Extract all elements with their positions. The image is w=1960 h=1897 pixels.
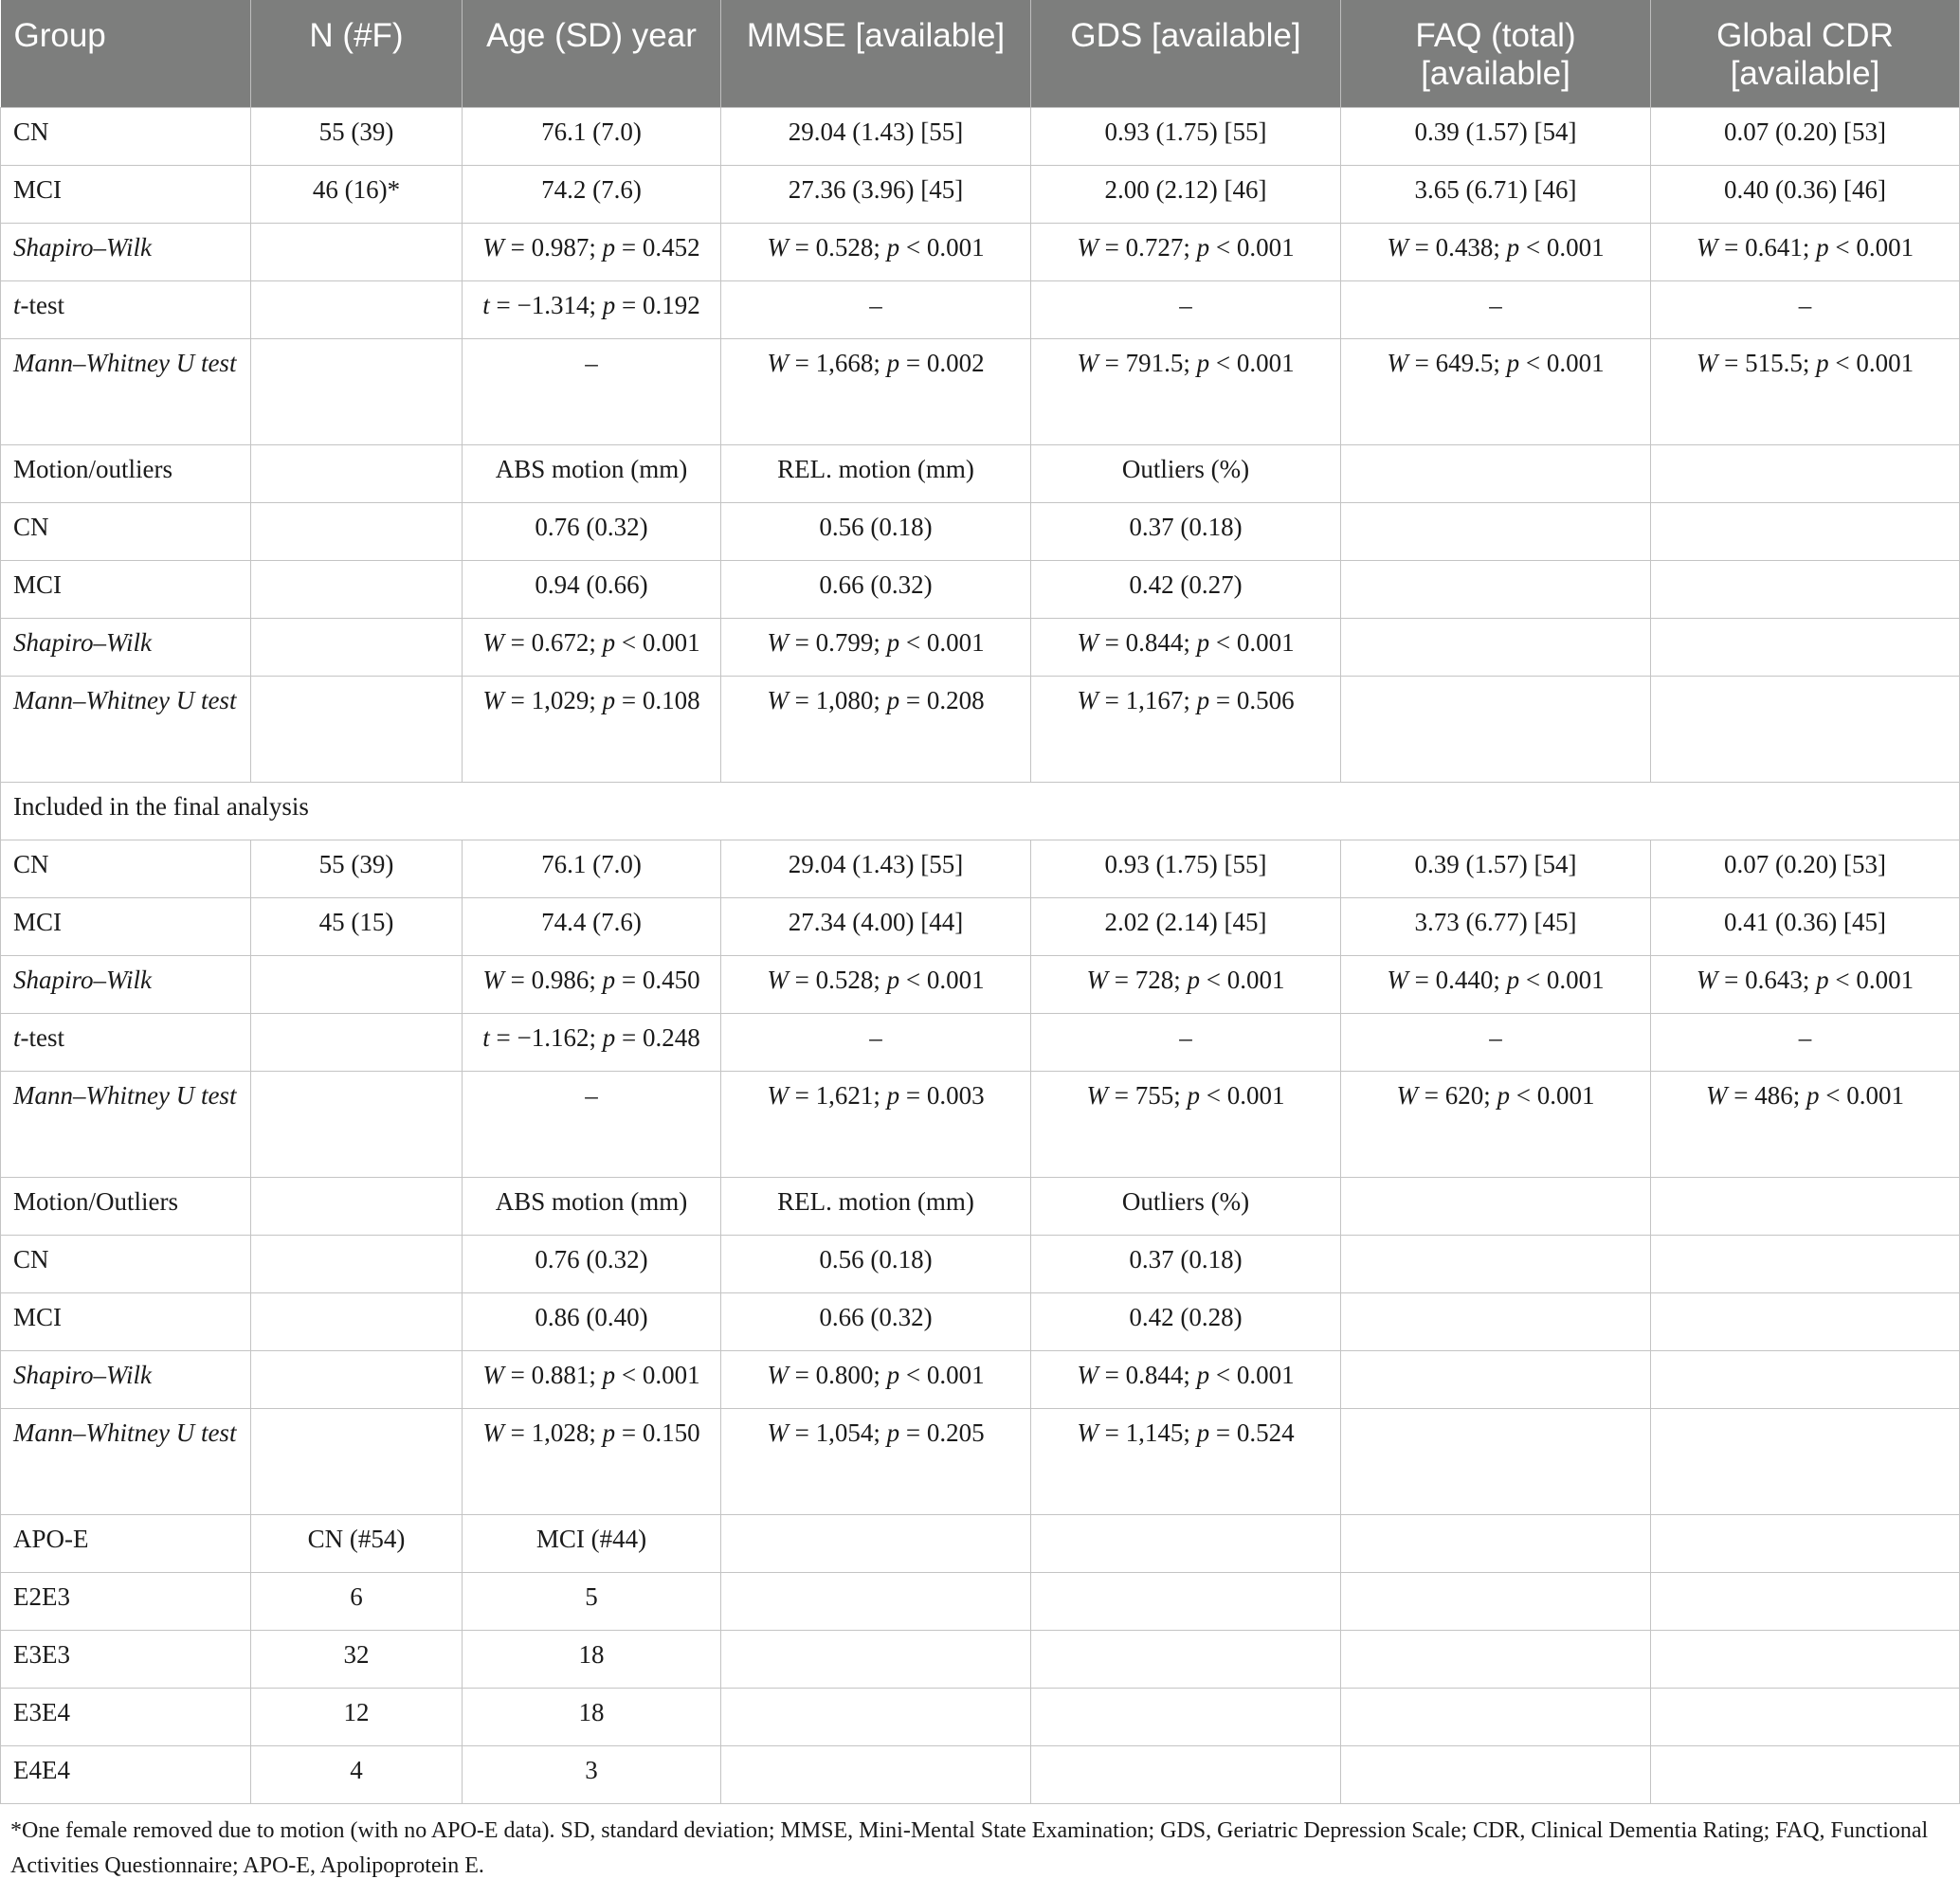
row-label-cell: Mann–Whitney U test (1, 676, 251, 782)
table-cell (1651, 1235, 1960, 1292)
table-cell: 29.04 (1.43) [55] (721, 107, 1031, 165)
table-cell: W = 728; p < 0.001 (1031, 955, 1341, 1013)
table-cell: W = 515.5; p < 0.001 (1651, 338, 1960, 444)
table-cell (1031, 1572, 1341, 1630)
table-row (1, 1013, 1960, 1071)
stat-symbol: p (886, 348, 900, 377)
table-cell (1341, 1408, 1651, 1514)
table-cell: 3 (463, 1745, 721, 1803)
table-cell: 5 (463, 1572, 721, 1630)
stat-symbol: p (1187, 1080, 1200, 1110)
table-cell (1341, 560, 1651, 618)
table-row (1, 165, 1960, 223)
stat-symbol: W (482, 685, 504, 714)
stat-symbol: W (767, 685, 789, 714)
table-cell: 0.40 (0.36) [46] (1651, 165, 1960, 223)
table-cell (1341, 676, 1651, 782)
row-label-cell: Motion/outliers (1, 444, 251, 502)
stat-symbol: p (602, 685, 616, 714)
stat-symbol: W (1077, 1418, 1098, 1447)
table-row (1, 560, 1960, 618)
table-cell: 0.07 (0.20) [53] (1651, 107, 1960, 165)
stat-symbol: p (886, 627, 900, 657)
table-cell (1651, 1630, 1960, 1688)
row-label-cell: Mann–Whitney U test (1, 338, 251, 444)
table-cell (251, 1071, 463, 1177)
table-cell (721, 1514, 1031, 1572)
stat-symbol: W (1696, 232, 1718, 262)
table-cell (1651, 502, 1960, 560)
stat-symbol: W (1086, 965, 1109, 994)
table-cell: W = 0.986; p = 0.450 (463, 955, 721, 1013)
stat-symbol: W (767, 627, 789, 657)
stat-symbol: p (886, 1418, 900, 1447)
table-cell (251, 223, 463, 280)
table-row (1, 955, 1960, 1013)
table-cell: W = 0.528; p < 0.001 (721, 223, 1031, 280)
stat-symbol: W (1696, 348, 1718, 377)
table-cell: – (463, 1071, 721, 1177)
table-cell: W = 0.987; p = 0.452 (463, 223, 721, 280)
table-cell (251, 280, 463, 338)
stat-symbol: W (1077, 232, 1098, 262)
table-header (1, 0, 1960, 107)
table-cell (251, 338, 463, 444)
table-cell: – (1341, 1013, 1651, 1071)
table-cell: 2.02 (2.14) [45] (1031, 897, 1341, 955)
table-cell: 18 (463, 1688, 721, 1745)
table-cell: 3.65 (6.71) [46] (1341, 165, 1651, 223)
table-cell: W = 649.5; p < 0.001 (1341, 338, 1651, 444)
stat-symbol: W (1706, 1080, 1728, 1110)
stat-symbol: W (1396, 1080, 1419, 1110)
table-cell: 2.00 (2.12) [46] (1031, 165, 1341, 223)
stat-symbol: t (482, 290, 490, 319)
table-cell (721, 1572, 1031, 1630)
table-cell: W = 1,028; p = 0.150 (463, 1408, 721, 1514)
row-label-cell: E3E3 (1, 1630, 251, 1688)
table-cell: MCI (#44) (463, 1514, 721, 1572)
row-label-cell: MCI (1, 165, 251, 223)
table-cell: 76.1 (7.0) (463, 107, 721, 165)
stat-symbol: W (482, 1360, 504, 1389)
table-cell: 55 (39) (251, 107, 463, 165)
stat-symbol: p (1497, 1080, 1510, 1110)
table-cell (1651, 560, 1960, 618)
table-cell: – (1651, 1013, 1960, 1071)
stat-symbol: W (1077, 685, 1098, 714)
table-row (1, 1572, 1960, 1630)
table-cell: W = 0.881; p < 0.001 (463, 1350, 721, 1408)
table-cell: W = 0.844; p < 0.001 (1031, 1350, 1341, 1408)
stat-symbol: p (1816, 232, 1829, 262)
table-row (1, 223, 1960, 280)
table-cell: 74.2 (7.6) (463, 165, 721, 223)
stat-symbol: W (1387, 348, 1408, 377)
stat-symbol: p (1196, 627, 1210, 657)
stat-symbol: W (1077, 1360, 1098, 1389)
table-cell (1341, 618, 1651, 676)
table-cell: 0.94 (0.66) (463, 560, 721, 618)
table-cell: 32 (251, 1630, 463, 1688)
table-cell (1031, 1630, 1341, 1688)
table-cell: Outliers (%) (1031, 1177, 1341, 1235)
stat-symbol: p (1816, 965, 1829, 994)
table-row (1, 1350, 1960, 1408)
row-label-cell: CN (1, 1235, 251, 1292)
stat-symbol: p (602, 290, 616, 319)
stat-symbol: W (767, 1418, 789, 1447)
table-cell: 76.1 (7.0) (463, 840, 721, 897)
stat-symbol: p (1196, 1360, 1210, 1389)
table-cell: 0.93 (1.75) [55] (1031, 107, 1341, 165)
row-label-cell: MCI (1, 560, 251, 618)
stat-symbol: t (13, 290, 21, 319)
stat-symbol: W (767, 1080, 789, 1110)
stat-symbol: W (482, 965, 504, 994)
table-cell: W = 0.643; p < 0.001 (1651, 955, 1960, 1013)
header-label: N (#F) (309, 17, 404, 54)
stat-symbol: W (1387, 965, 1408, 994)
table-cell: 29.04 (1.43) [55] (721, 840, 1031, 897)
table-row (1, 1177, 1960, 1235)
stat-symbol: W (1696, 965, 1718, 994)
table-cell (251, 1013, 463, 1071)
header-label: MMSE [available] (746, 17, 1006, 54)
header-n (251, 0, 463, 107)
row-label-cell: Mann–Whitney U test (1, 1408, 251, 1514)
table-cell: W = 0.438; p < 0.001 (1341, 223, 1651, 280)
table-cell (1651, 1688, 1960, 1745)
stat-symbol: p (1196, 685, 1210, 714)
header-faq (1341, 0, 1651, 107)
stat-symbol: p (602, 1360, 616, 1389)
stat-symbol: p (1196, 348, 1210, 377)
table-cell: W = 791.5; p < 0.001 (1031, 338, 1341, 444)
table-cell (1651, 1408, 1960, 1514)
table-cell (1341, 1292, 1651, 1350)
stat-symbol: p (1196, 232, 1210, 262)
header-label: Age (SD) year (486, 17, 697, 54)
table-cell: ABS motion (mm) (463, 444, 721, 502)
table-row (1, 897, 1960, 955)
table-cell (1651, 1292, 1960, 1350)
row-label-cell: E4E4 (1, 1745, 251, 1803)
stat-symbol: W (482, 232, 504, 262)
header-label: Global CDR [available] (1716, 17, 1894, 92)
table-cell: – (721, 280, 1031, 338)
table-cell (1341, 1572, 1651, 1630)
header-label: Group (13, 17, 106, 54)
section-header-row (1, 782, 1960, 840)
table-cell: – (1031, 280, 1341, 338)
row-label-cell: CN (1, 840, 251, 897)
table-cell (721, 1688, 1031, 1745)
table-footnote: *One female removed due to motion (with no APO-E data). SD, standard deviation; MMSE, Mini-Mental State Examination; GDS, Geriatric Depression Scale; CDR, Clinical Dementia Rating; FAQ, Functional Activities Questionnaire; APO-E, Apolipoprotein E. (10, 1818, 1929, 1878)
table-cell (1031, 1745, 1341, 1803)
table-cell: 0.66 (0.32) (721, 560, 1031, 618)
table-cell (1341, 1235, 1651, 1292)
table-cell: 0.07 (0.20) [53] (1651, 840, 1960, 897)
stat-symbol: t (13, 1022, 21, 1052)
stat-symbol: W (767, 348, 789, 377)
header-mmse (721, 0, 1031, 107)
table-cell (1651, 676, 1960, 782)
table-cell (1651, 444, 1960, 502)
stat-symbol: p (886, 232, 900, 262)
table-cell: REL. motion (mm) (721, 1177, 1031, 1235)
table-cell: W = 0.528; p < 0.001 (721, 955, 1031, 1013)
table-cell (721, 1630, 1031, 1688)
header-label: FAQ (total) [available] (1415, 17, 1576, 92)
table-cell: W = 486; p < 0.001 (1651, 1071, 1960, 1177)
table-cell (251, 1292, 463, 1350)
stat-symbol: p (886, 1080, 900, 1110)
stat-symbol: p (1196, 1418, 1210, 1447)
table-cell: Outliers (%) (1031, 444, 1341, 502)
table-cell (1341, 1514, 1651, 1572)
table-row (1, 502, 1960, 560)
table-row (1, 676, 1960, 782)
table-cell: t = −1.314; p = 0.192 (463, 280, 721, 338)
table-row (1, 444, 1960, 502)
table-cell (1031, 1514, 1341, 1572)
table-row (1, 618, 1960, 676)
table-row (1, 1235, 1960, 1292)
table-row (1, 280, 1960, 338)
stat-symbol: p (1506, 348, 1520, 377)
table-row (1, 338, 1960, 444)
table-cell (1341, 1177, 1651, 1235)
table-cell: W = 1,054; p = 0.205 (721, 1408, 1031, 1514)
table-cell: 18 (463, 1630, 721, 1688)
table-cell (1341, 444, 1651, 502)
table-cell: – (463, 338, 721, 444)
header-cdr (1651, 0, 1960, 107)
header-label: GDS [available] (1070, 17, 1301, 54)
table-cell (1341, 1745, 1651, 1803)
table-row (1, 1688, 1960, 1745)
table-cell: 0.76 (0.32) (463, 1235, 721, 1292)
stat-symbol: t (482, 1022, 490, 1052)
table-cell (251, 955, 463, 1013)
stat-symbol: W (1086, 1080, 1109, 1110)
table-cell: – (721, 1013, 1031, 1071)
stat-symbol: p (602, 965, 616, 994)
table-cell (1341, 502, 1651, 560)
stat-symbol: p (886, 965, 900, 994)
row-label-cell: MCI (1, 1292, 251, 1350)
table-cell (721, 1745, 1031, 1803)
row-label-cell: Mann–Whitney U test (1, 1071, 251, 1177)
row-label-cell: Shapiro–Wilk (1, 618, 251, 676)
stat-symbol: p (1806, 1080, 1820, 1110)
table-cell: W = 1,621; p = 0.003 (721, 1071, 1031, 1177)
table-cell: 0.86 (0.40) (463, 1292, 721, 1350)
stat-symbol: p (602, 1022, 616, 1052)
row-label-cell: CN (1, 502, 251, 560)
table-cell (251, 1177, 463, 1235)
stat-symbol: p (1506, 232, 1520, 262)
table-cell: 0.93 (1.75) [55] (1031, 840, 1341, 897)
table-row (1, 1514, 1960, 1572)
table-cell (1651, 618, 1960, 676)
table-cell: W = 1,668; p = 0.002 (721, 338, 1031, 444)
table-cell: REL. motion (mm) (721, 444, 1031, 502)
table-cell: 0.56 (0.18) (721, 502, 1031, 560)
table-cell: W = 1,145; p = 0.524 (1031, 1408, 1341, 1514)
table-cell: 74.4 (7.6) (463, 897, 721, 955)
table-cell (1341, 1688, 1651, 1745)
table-cell: 55 (39) (251, 840, 463, 897)
table-cell: 0.39 (1.57) [54] (1341, 840, 1651, 897)
table-cell (251, 1408, 463, 1514)
table-cell (1651, 1514, 1960, 1572)
stat-symbol: W (482, 627, 504, 657)
table-cell (251, 676, 463, 782)
stat-symbol: p (1816, 348, 1829, 377)
table-cell: 0.66 (0.32) (721, 1292, 1031, 1350)
table-cell (251, 1235, 463, 1292)
header-row (1, 0, 1960, 107)
table-cell: – (1651, 280, 1960, 338)
table-cell: 27.34 (4.00) [44] (721, 897, 1031, 955)
table-cell (251, 502, 463, 560)
row-label-cell: MCI (1, 897, 251, 955)
row-label-cell: CN (1, 107, 251, 165)
table-cell: W = 0.844; p < 0.001 (1031, 618, 1341, 676)
stat-symbol: p (602, 232, 616, 262)
stat-symbol: p (886, 685, 900, 714)
table-cell: 0.37 (0.18) (1031, 502, 1341, 560)
row-label-cell: Shapiro–Wilk (1, 955, 251, 1013)
table-cell: W = 755; p < 0.001 (1031, 1071, 1341, 1177)
section-title: Included in the final analysis (1, 782, 1960, 840)
table-cell: 3.73 (6.77) [45] (1341, 897, 1651, 955)
table-cell (1651, 1745, 1960, 1803)
table-cell: W = 1,167; p = 0.506 (1031, 676, 1341, 782)
table-cell (1031, 1688, 1341, 1745)
table-cell: 45 (15) (251, 897, 463, 955)
row-label-cell: Shapiro–Wilk (1, 1350, 251, 1408)
stat-symbol: p (886, 1360, 900, 1389)
table-cell: 0.56 (0.18) (721, 1235, 1031, 1292)
table-cell (1651, 1572, 1960, 1630)
stat-symbol: W (767, 232, 789, 262)
row-label-cell: E2E3 (1, 1572, 251, 1630)
table-row (1, 1408, 1960, 1514)
row-label-cell: E3E4 (1, 1688, 251, 1745)
stat-symbol: W (1077, 348, 1098, 377)
header-group (1, 0, 251, 107)
table-row (1, 1630, 1960, 1688)
table-cell (1651, 1177, 1960, 1235)
table-cell: 0.42 (0.28) (1031, 1292, 1341, 1350)
table-cell (1341, 1350, 1651, 1408)
table-cell (1341, 1630, 1651, 1688)
table-cell: W = 0.641; p < 0.001 (1651, 223, 1960, 280)
table-cell: CN (#54) (251, 1514, 463, 1572)
table-body (1, 107, 1960, 1803)
table-cell (251, 560, 463, 618)
table-cell (1651, 1350, 1960, 1408)
row-label-cell: t-test (1, 280, 251, 338)
row-label-cell: t-test (1, 1013, 251, 1071)
row-label-cell: Motion/Outliers (1, 1177, 251, 1235)
stat-symbol: W (482, 1418, 504, 1447)
row-label-cell: Shapiro–Wilk (1, 223, 251, 280)
table-cell: 27.36 (3.96) [45] (721, 165, 1031, 223)
table-cell: 0.41 (0.36) [45] (1651, 897, 1960, 955)
table-cell: W = 0.727; p < 0.001 (1031, 223, 1341, 280)
stat-symbol: p (602, 1418, 616, 1447)
table-row (1, 1292, 1960, 1350)
table-cell: 4 (251, 1745, 463, 1803)
stat-symbol: W (767, 1360, 789, 1389)
table-cell: 0.42 (0.27) (1031, 560, 1341, 618)
header-age (463, 0, 721, 107)
table-cell (251, 618, 463, 676)
stat-symbol: W (767, 965, 789, 994)
table-cell: – (1031, 1013, 1341, 1071)
table-cell: W = 0.800; p < 0.001 (721, 1350, 1031, 1408)
table-cell: t = −1.162; p = 0.248 (463, 1013, 721, 1071)
table-cell: 12 (251, 1688, 463, 1745)
table-cell: ABS motion (mm) (463, 1177, 721, 1235)
table-cell: – (1341, 280, 1651, 338)
table-cell: 0.37 (0.18) (1031, 1235, 1341, 1292)
table-row (1, 840, 1960, 897)
table-cell: 0.39 (1.57) [54] (1341, 107, 1651, 165)
table-cell: W = 620; p < 0.001 (1341, 1071, 1651, 1177)
header-gds (1031, 0, 1341, 107)
table-cell (251, 444, 463, 502)
table-row (1, 1071, 1960, 1177)
stat-symbol: p (602, 627, 616, 657)
stat-symbol: p (1506, 965, 1520, 994)
table-cell: W = 1,080; p = 0.208 (721, 676, 1031, 782)
stat-symbol: W (1387, 232, 1408, 262)
stat-symbol: W (1077, 627, 1098, 657)
table-cell: 0.76 (0.32) (463, 502, 721, 560)
table-cell: 46 (16)* (251, 165, 463, 223)
table-row (1, 107, 1960, 165)
table-cell: 6 (251, 1572, 463, 1630)
row-label-cell: APO-E (1, 1514, 251, 1572)
stat-symbol: p (1187, 965, 1200, 994)
table-cell: W = 0.799; p < 0.001 (721, 618, 1031, 676)
table-cell: W = 0.672; p < 0.001 (463, 618, 721, 676)
table-cell: W = 1,029; p = 0.108 (463, 676, 721, 782)
table-cell: W = 0.440; p < 0.001 (1341, 955, 1651, 1013)
table-cell (251, 1350, 463, 1408)
table-row (1, 1745, 1960, 1803)
